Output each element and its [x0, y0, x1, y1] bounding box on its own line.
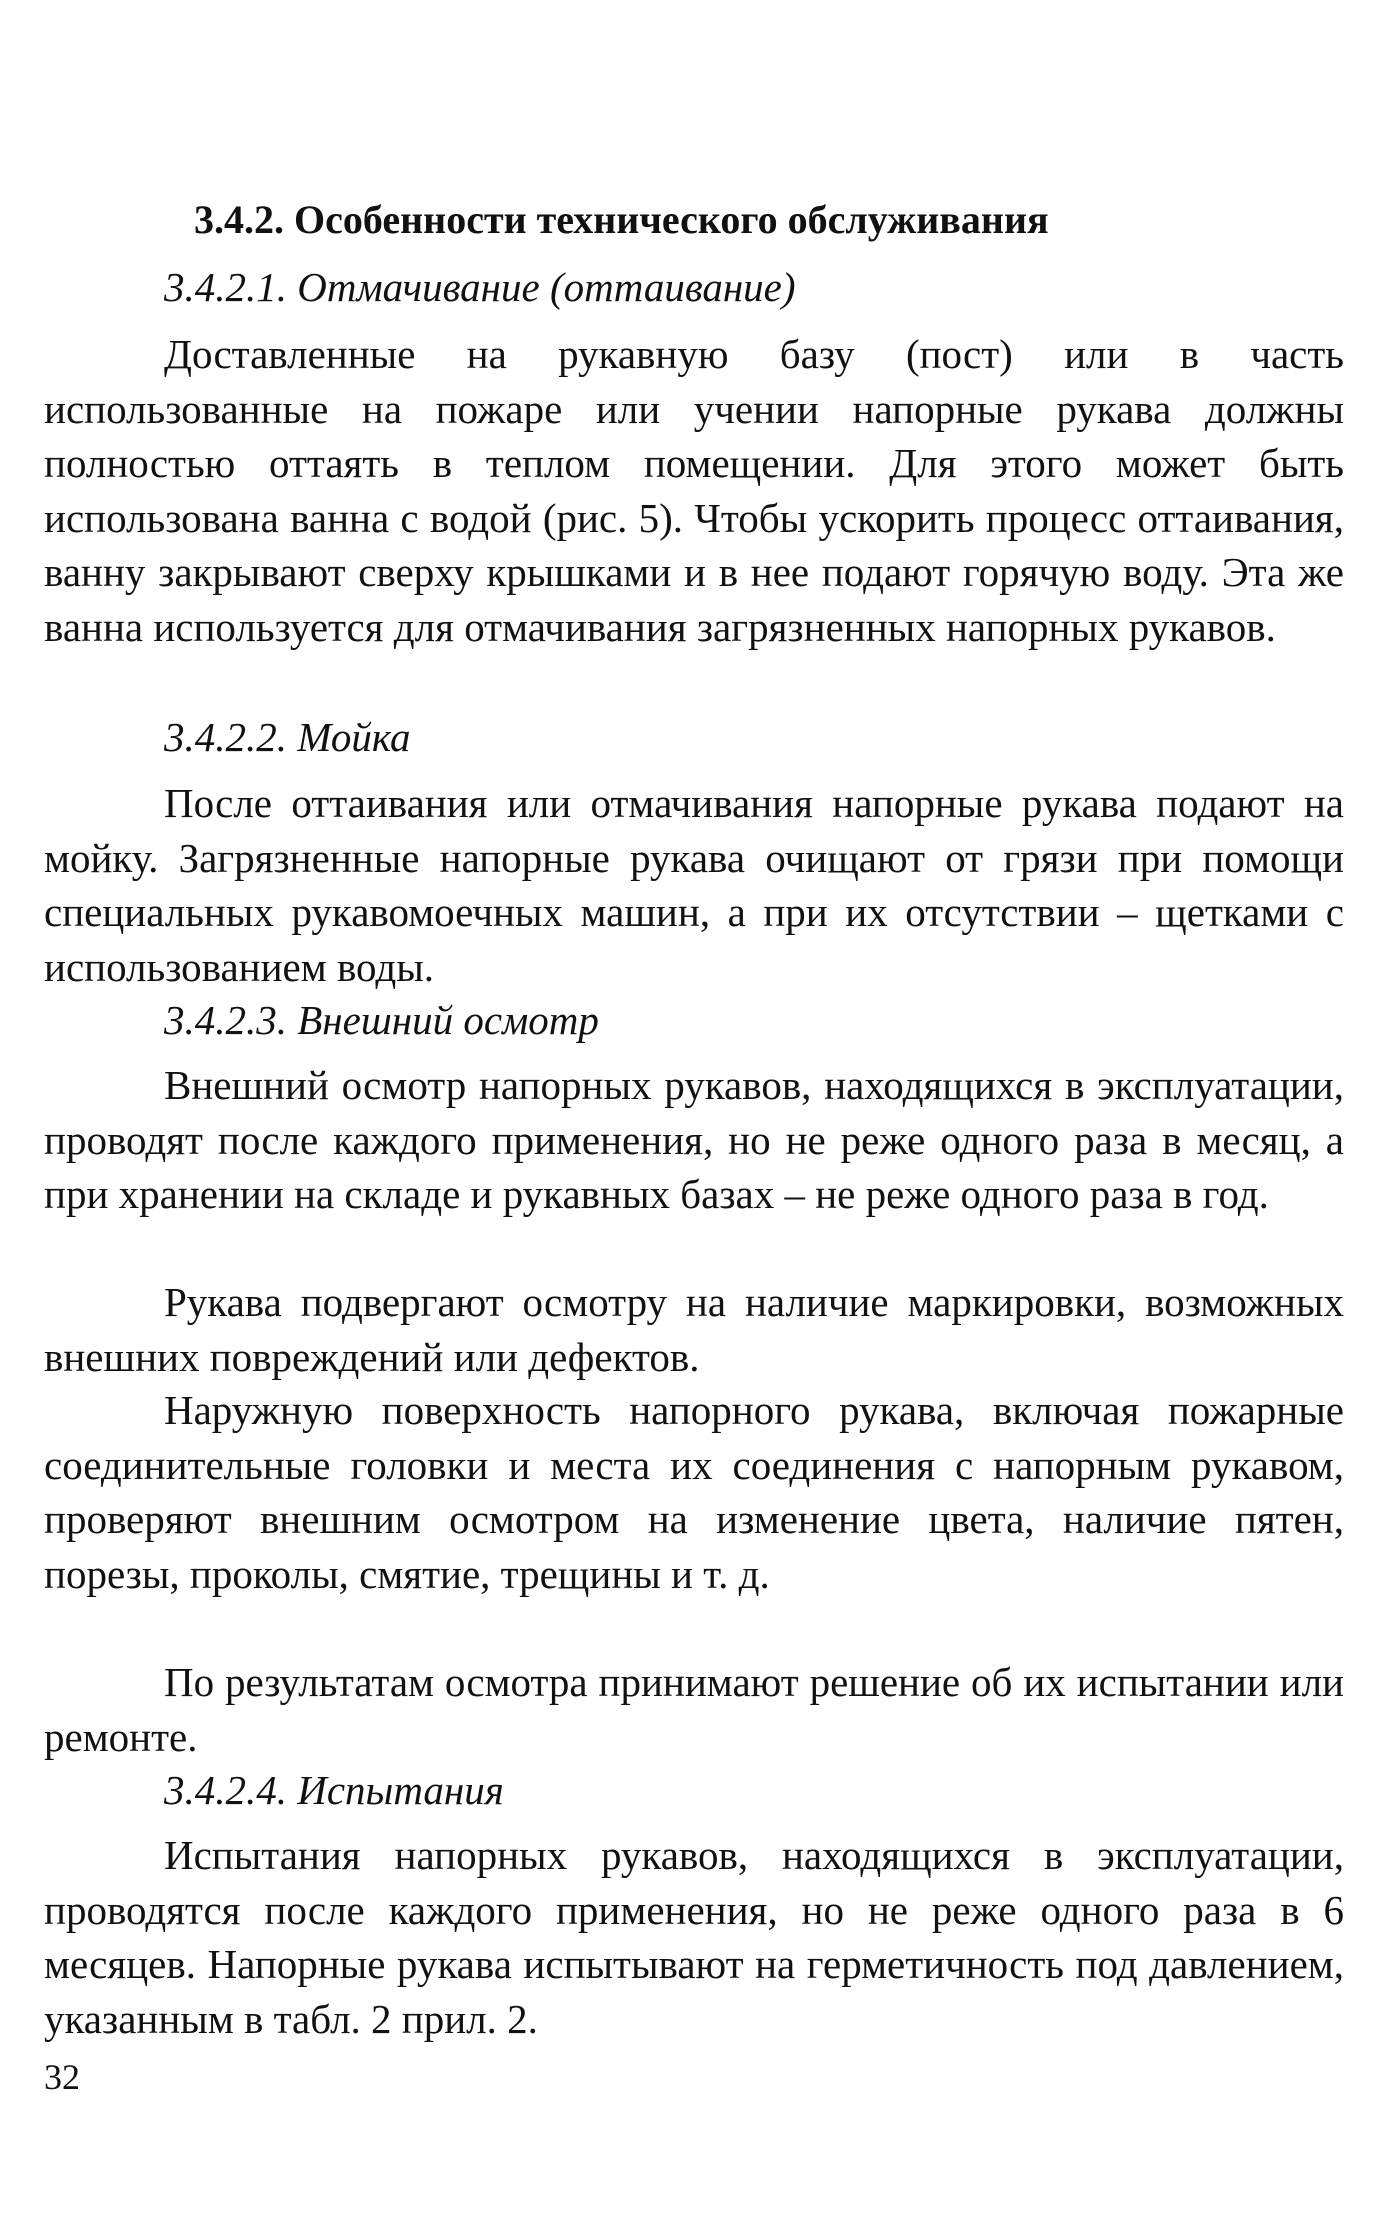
paragraph-inspection-3: Наружную поверхность напорного рукава, включая пожарные соединительные головки и места их соединения с напорным рукавом, проверяют внешним осмотром на изменение цвета, наличие пятен, порезы, проколы, смятие, трещины и т. д. [44, 1387, 1344, 1597]
subsection-heading-soaking: 3.4.2.1. Отмачивание (оттаивание) [164, 264, 796, 310]
paragraph-inspection-2: Рукава подвергают осмотру на наличие маркировки, возможных внешних повреждений или дефектов. [44, 1279, 1344, 1380]
subsection-heading-washing: 3.4.2.2. Мойка [164, 714, 411, 760]
section-title: 3.4.2. Особенности технического обслуживания [194, 197, 1049, 242]
paragraph-inspection-1: Внешний осмотр напорных рукавов, находящихся в эксплуатации, проводят после каждого применения, но не реже одного раза в месяц, а при хранении на складе и рукавных базах – не реже одного раза в год. [44, 1062, 1344, 1217]
subsection-heading-inspection: 3.4.2.3. Внешний осмотр [164, 997, 599, 1043]
paragraph-testing: Испытания напорных рукавов, находящихся в эксплуатации, проводятся после каждого применения, но не реже одного раза в 6 месяцев. Напорные рукава испытывают на герметичность под давлением, указанным в табл. 2 прил. 2. [44, 1832, 1344, 2042]
paragraph-soaking: Доставленные на рукавную базу (пост) или в часть использованные на пожаре или учении напорные рукава должны полностью оттаять в теплом помещении. Для этого может быть использована ванна с водой (рис. 5). Чтобы ускорить процесс оттаивания, ванну закрывают сверху крышками и в нее подают горячую воду. Эта же ванна используется для отмачивания загрязненных напорных рукавов. [44, 331, 1344, 650]
document-page [44, 0, 1344, 2213]
page-number: 32 [44, 2057, 80, 2097]
paragraph-inspection-4: По результатам осмотра принимают решение об их испытании или ремонте. [44, 1659, 1344, 1760]
paragraph-washing: После оттаивания или отмачивания напорные рукава подают на мойку. Загрязненные напорные рукава очищают от грязи при помощи специальных рукавомоечных машин, а при их отсутствии – щетками с использованием воды. [44, 780, 1344, 990]
subsection-heading-testing: 3.4.2.4. Испытания [164, 1767, 504, 1813]
